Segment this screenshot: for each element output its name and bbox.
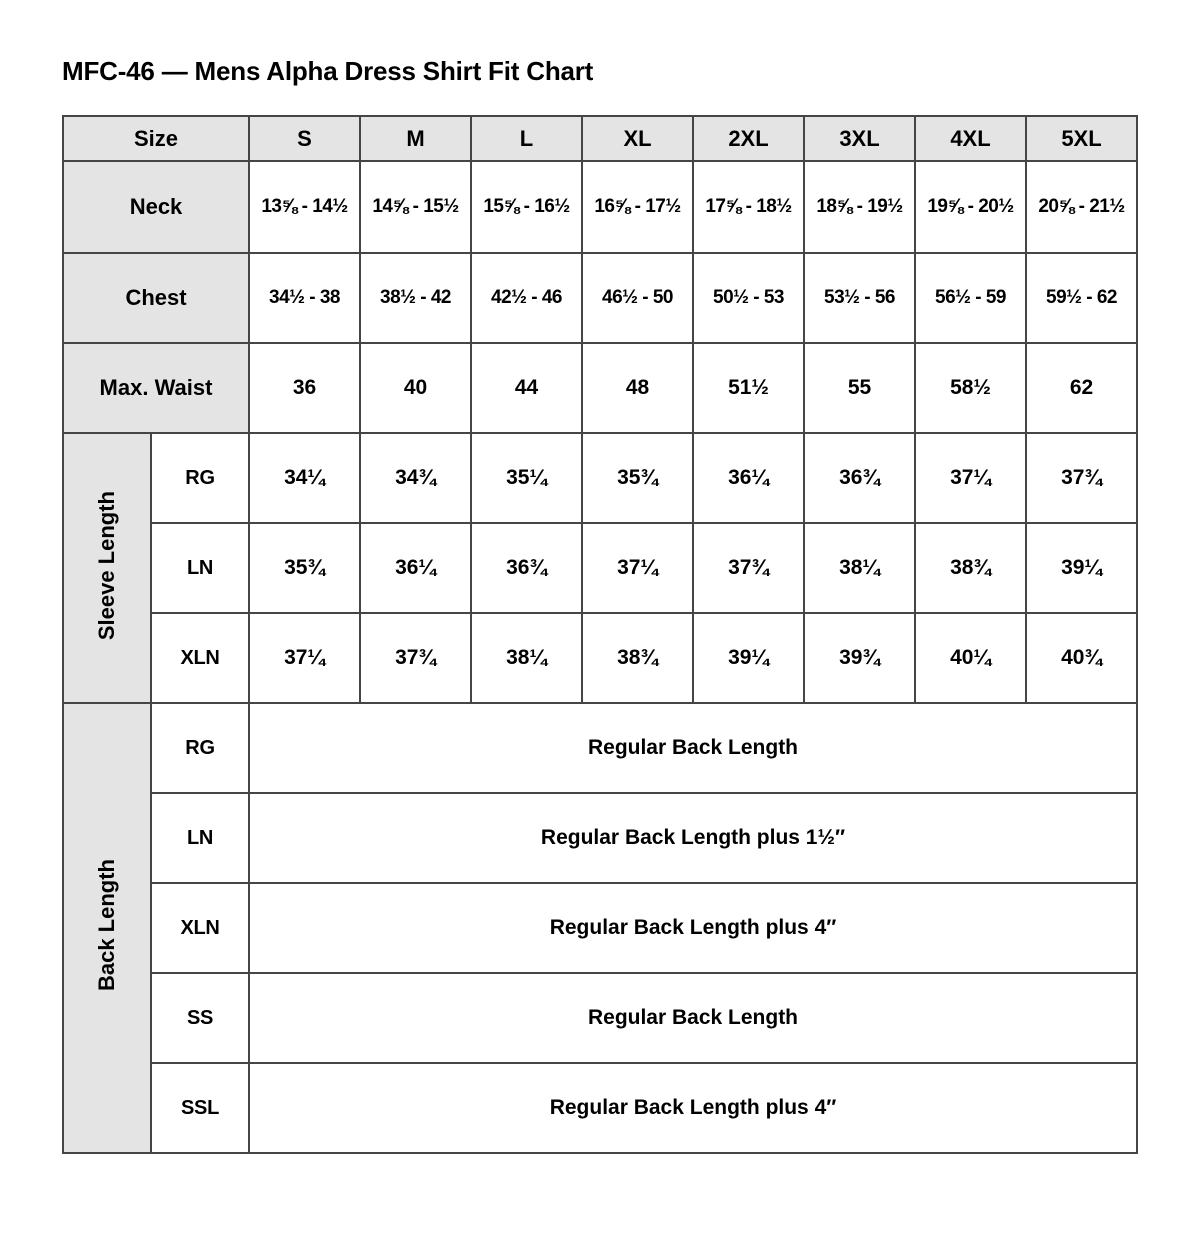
sleeve-ln-value: 35¾	[249, 523, 360, 613]
back-rg-row	[63, 703, 1137, 793]
chest-label: Chest	[63, 253, 249, 343]
neck-value: 18⅝ - 19½	[804, 161, 915, 253]
chest-value: 38½ - 42	[360, 253, 471, 343]
waist-value: 51½	[693, 343, 804, 433]
neck-row	[63, 161, 1137, 253]
sleeve-ln-value: 36¼	[360, 523, 471, 613]
size-header-cell: Size	[63, 116, 249, 161]
chest-value: 34½ - 38	[249, 253, 360, 343]
sleeve-rg-value: 34¾	[360, 433, 471, 523]
size-col-header: S	[249, 116, 360, 161]
size-col-header: M	[360, 116, 471, 161]
back-ssl-label: SSL	[151, 1063, 249, 1153]
fit-chart-table	[62, 115, 1138, 1154]
back-xln-label: XLN	[151, 883, 249, 973]
waist-value: 48	[582, 343, 693, 433]
back-rg-value: Regular Back Length	[249, 703, 1137, 793]
back-rg-label: RG	[151, 703, 249, 793]
neck-value: 20⅝ - 21½	[1026, 161, 1137, 253]
neck-value: 14⅝ - 15½	[360, 161, 471, 253]
sleeve-xln-row	[63, 613, 1137, 703]
chest-value: 59½ - 62	[1026, 253, 1137, 343]
sleeve-rg-label: RG	[151, 433, 249, 523]
waist-value: 62	[1026, 343, 1137, 433]
sleeve-xln-value: 39¼	[693, 613, 804, 703]
size-col-header: L	[471, 116, 582, 161]
sleeve-ln-value: 37¾	[693, 523, 804, 613]
back-ln-value: Regular Back Length plus 1½″	[249, 793, 1137, 883]
sleeve-rg-value: 36¼	[693, 433, 804, 523]
waist-value: 44	[471, 343, 582, 433]
header-row	[63, 116, 1137, 161]
size-col-header: 4XL	[915, 116, 1026, 161]
sleeve-xln-value: 38¾	[582, 613, 693, 703]
sleeve-xln-value: 38¼	[471, 613, 582, 703]
sleeve-ln-value: 36¾	[471, 523, 582, 613]
sleeve-rg-value: 35¾	[582, 433, 693, 523]
sleeve-xln-label: XLN	[151, 613, 249, 703]
neck-value: 16⅝ - 17½	[582, 161, 693, 253]
size-col-header: 2XL	[693, 116, 804, 161]
sleeve-xln-value: 37¼	[249, 613, 360, 703]
waist-value: 55	[804, 343, 915, 433]
waist-value: 58½	[915, 343, 1026, 433]
sleeve-ln-label: LN	[151, 523, 249, 613]
chest-value: 42½ - 46	[471, 253, 582, 343]
sleeve-rg-value: 34¼	[249, 433, 360, 523]
waist-label: Max. Waist	[63, 343, 249, 433]
sleeve-ln-value: 38¼	[804, 523, 915, 613]
back-ss-value: Regular Back Length	[249, 973, 1137, 1063]
neck-value: 19⅝ - 20½	[915, 161, 1026, 253]
back-length-vertical-label: Back Length	[94, 859, 119, 992]
sleeve-rg-value: 36¾	[804, 433, 915, 523]
neck-value: 15⅝ - 16½	[471, 161, 582, 253]
chest-row	[63, 253, 1137, 343]
chest-value: 53½ - 56	[804, 253, 915, 343]
size-col-header: 3XL	[804, 116, 915, 161]
back-xln-row	[63, 883, 1137, 973]
back-ln-label: LN	[151, 793, 249, 883]
size-col-header: XL	[582, 116, 693, 161]
sleeve-length-vertical-label: Sleeve Length	[94, 490, 119, 641]
back-xln-value: Regular Back Length plus 4″	[249, 883, 1137, 973]
waist-row	[63, 343, 1137, 433]
size-col-header: 5XL	[1026, 116, 1137, 161]
sleeve-rg-value: 37¼	[915, 433, 1026, 523]
waist-value: 40	[360, 343, 471, 433]
neck-label: Neck	[63, 161, 249, 253]
back-ssl-value: Regular Back Length plus 4″	[249, 1063, 1137, 1153]
sleeve-rg-value: 35¼	[471, 433, 582, 523]
sleeve-ln-value: 39¼	[1026, 523, 1137, 613]
waist-value: 36	[249, 343, 360, 433]
sleeve-xln-value: 40¼	[915, 613, 1026, 703]
sleeve-ln-value: 38¾	[915, 523, 1026, 613]
chest-value: 56½ - 59	[915, 253, 1026, 343]
chest-value: 46½ - 50	[582, 253, 693, 343]
sleeve-ln-row	[63, 523, 1137, 613]
sleeve-rg-row	[63, 433, 1137, 523]
sleeve-rg-value: 37¾	[1026, 433, 1137, 523]
sleeve-xln-value: 37¾	[360, 613, 471, 703]
back-ln-row	[63, 793, 1137, 883]
back-ss-row	[63, 973, 1137, 1063]
sleeve-ln-value: 37¼	[582, 523, 693, 613]
page-title: MFC-46 — Mens Alpha Dress Shirt Fit Chart	[62, 56, 594, 86]
back-ss-label: SS	[151, 973, 249, 1063]
sleeve-length-group-label	[63, 433, 151, 703]
sleeve-xln-value: 39¾	[804, 613, 915, 703]
sleeve-xln-value: 40¾	[1026, 613, 1137, 703]
back-ssl-row	[63, 1063, 1137, 1153]
neck-value: 17⅝ - 18½	[693, 161, 804, 253]
chest-value: 50½ - 53	[693, 253, 804, 343]
neck-value: 13⅝ - 14½	[249, 161, 360, 253]
back-length-group-label	[63, 703, 151, 1153]
